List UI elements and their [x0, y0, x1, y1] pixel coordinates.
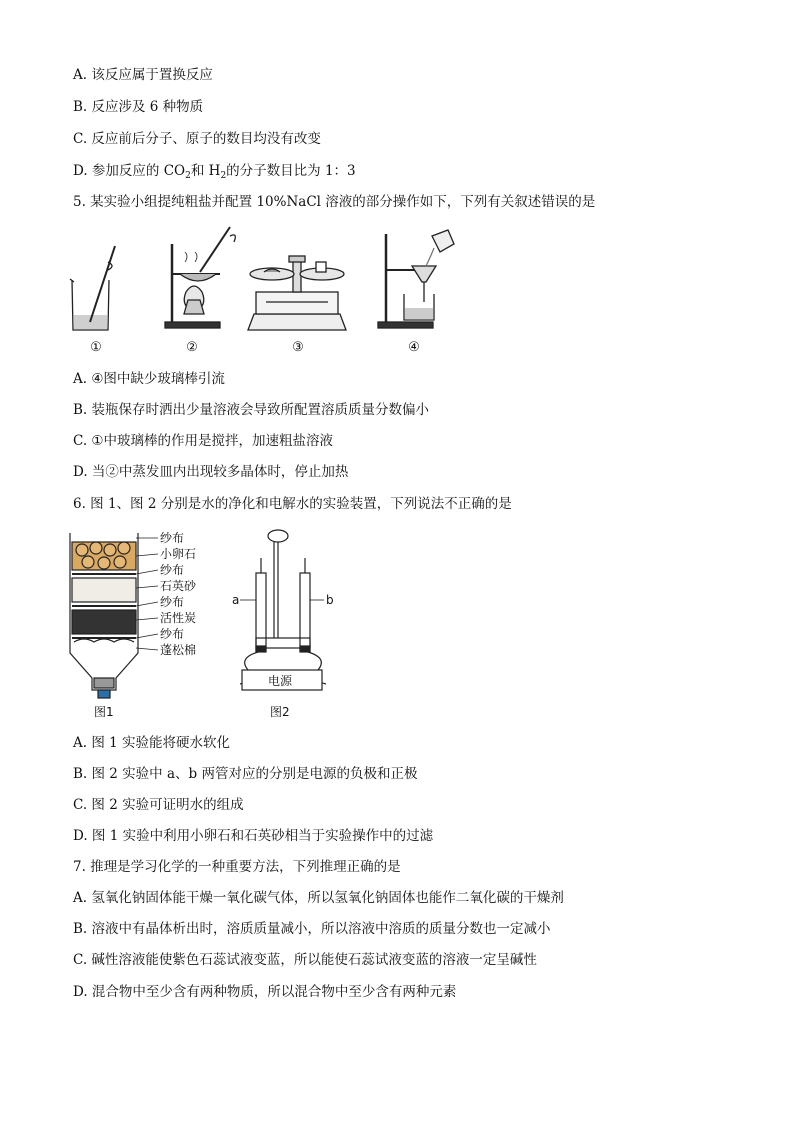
filter-layer-3: 纱布 [160, 563, 185, 577]
fig-label-1: ① [90, 340, 102, 355]
q4-option-d: D. 参加反应的 $CO_2$和 $H_2$的分子数目比为 1：3 [73, 163, 356, 181]
q5-figure [60, 222, 480, 357]
tube-a-label: a [232, 593, 240, 607]
water-apparatus-illustration [60, 528, 350, 723]
fig-label-3: ③ [292, 340, 304, 355]
filtration-apparatus-icon [378, 230, 454, 328]
q7-option-b: B. 溶液中有晶体析出时，溶质质量减小，所以溶液中溶质的质量分数也一定减小 [73, 921, 551, 937]
filter-layer-6: 活性炭 [160, 611, 197, 625]
q6-option-b: B. 图 2 实验中 a、b 两管对应的分别是电源的负极和正极 [73, 766, 418, 782]
q4-option-c: C. 反应前后分子、原子的数目均没有改变 [73, 131, 321, 147]
q6-stem: 6. 图 1、图 2 分别是水的净化和电解水的实验装置，下列说法不正确的是 [73, 496, 512, 512]
q4-option-a: A. 该反应属于置换反应 [73, 67, 213, 83]
filter-layer-7: 纱布 [160, 627, 185, 641]
q7-stem: 7. 推理是学习化学的一种重要方法，下列推理正确的是 [73, 859, 401, 875]
fig1-caption: 图1 [94, 705, 114, 719]
lab-operations-illustration [60, 222, 480, 357]
electrolysis-apparatus-icon [240, 530, 326, 690]
balance-scale-icon [248, 256, 346, 330]
q6-option-d: D. 图 1 实验中利用小卵石和石英砂相当于实验操作中的过滤 [73, 828, 434, 844]
q4-option-b: B. 反应涉及 6 种物质 [73, 99, 204, 115]
q7-option-d: D. 混合物中至少含有两种物质，所以混合物中至少含有两种元素 [73, 984, 457, 1000]
filter-layer-5: 纱布 [160, 595, 185, 609]
fig2-caption: 图2 [270, 705, 290, 719]
tube-b-label: b [326, 593, 334, 607]
filter-layer-1: 纱布 [160, 531, 185, 545]
power-supply-label: 电源 [268, 674, 293, 688]
filter-layer-4: 石英砂 [160, 579, 197, 593]
q6-figure [60, 528, 350, 723]
q6-option-c: C. 图 2 实验可证明水的组成 [73, 797, 244, 813]
q5-option-d: D. 当②中蒸发皿内出现较多晶体时，停止加热 [73, 464, 349, 480]
filter-layer-8: 蓬松棉 [160, 643, 197, 657]
q5-option-c: C. ①中玻璃棒的作用是搅拌，加速粗盐溶液 [73, 433, 334, 449]
evaporation-apparatus-icon [165, 227, 235, 328]
fig-label-4: ④ [408, 340, 420, 355]
fig-label-2: ② [186, 340, 198, 355]
q5-option-b: B. 装瓶保存时洒出少量溶液会导致所配置溶质质量分数偏小 [73, 402, 430, 418]
beaker-stirring-icon [70, 246, 115, 330]
q6-option-a: A. 图 1 实验能将硬水软化 [73, 735, 231, 751]
q7-option-a: A. 氢氧化钠固体能干燥一氧化碳气体，所以氢氧化钠固体也能作二氧化碳的干燥剂 [73, 890, 564, 906]
q5-stem: 5. 某实验小组提纯粗盐并配置 10%NaCl 溶液的部分操作如下，下列有关叙述错误的是 [73, 194, 596, 210]
filter-layer-2: 小卵石 [160, 547, 197, 561]
q5-option-a: A. ④图中缺少玻璃棒引流 [73, 371, 225, 387]
water-filter-icon [70, 533, 158, 698]
q7-option-c: C. 碱性溶液能使紫色石蕊试液变蓝，所以能使石蕊试液变蓝的溶液一定呈碱性 [73, 952, 537, 968]
